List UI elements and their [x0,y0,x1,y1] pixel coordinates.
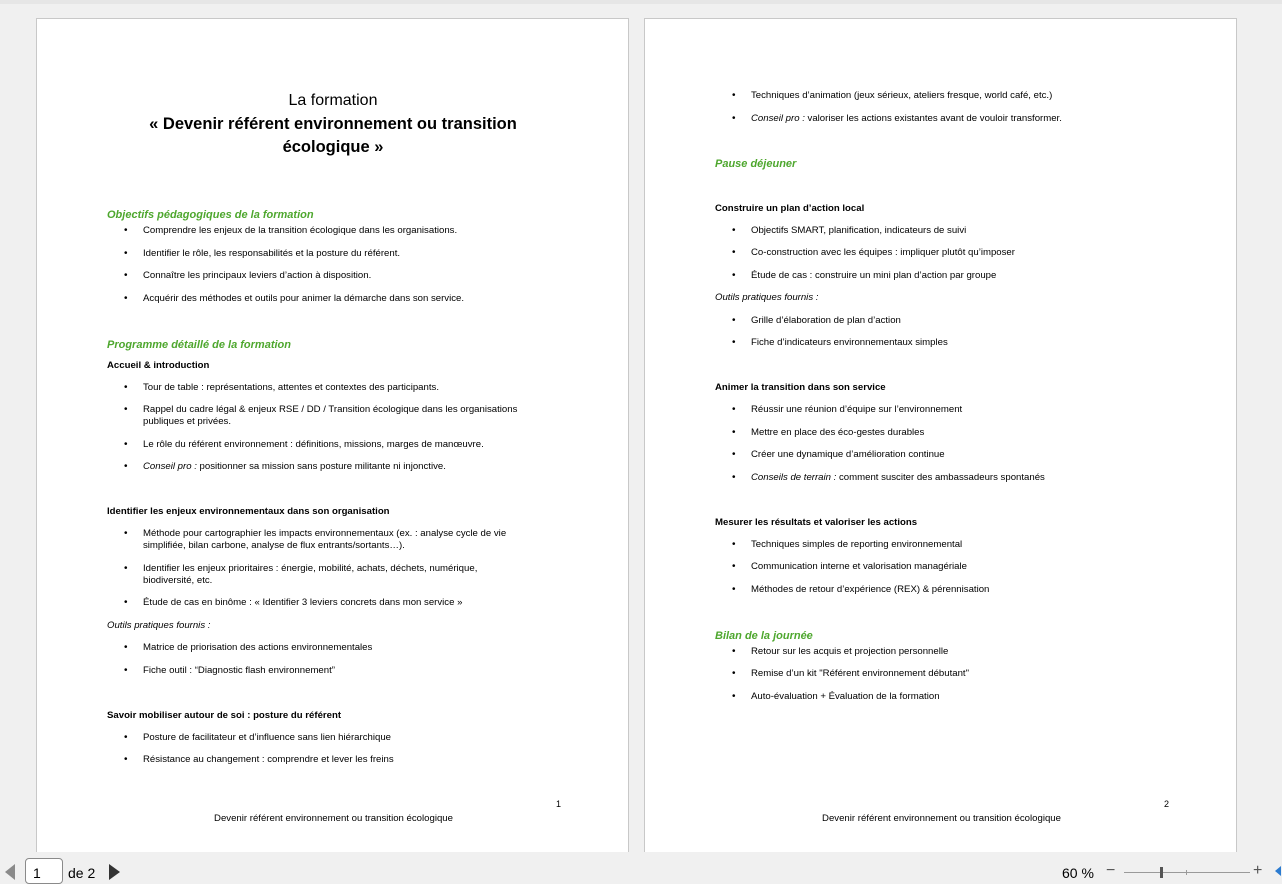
mobiliser-title: Savoir mobiliser autour de soi : posture du référent [107,709,342,721]
tip-text: comment susciter des ambassadeurs spontanés [836,471,1045,483]
bilan-heading: Bilan de la journée [715,629,813,642]
continued-list [715,90,1167,125]
list-item: • Co-construction avec les équipes : impliquer plutôt qu’imposer [715,247,1167,259]
document-viewer[interactable] [0,4,1282,852]
list-item: • Techniques d’animation (jeux sérieux, ateliers fresque, world café, etc.) [715,90,1167,102]
list-item-tip [107,461,559,473]
tip-label: Conseil pro : [751,112,805,124]
list-item: • Fiche outil : “Diagnostic flash environnement” [107,665,559,677]
list-item-tip [715,113,1167,125]
list-item: • Grille d’élaboration de plan d’action [715,315,1167,327]
list-item: • Objectifs SMART, planification, indicateurs de suivi [715,225,1167,237]
tip-text: positionner sa mission sans posture militante ni injonctive. [196,461,446,472]
zoom-slider-center-tick [1186,870,1187,875]
accueil-title: Accueil & introduction [107,359,210,371]
tip-label: Conseil pro : [143,461,197,472]
previous-page-icon[interactable] [5,864,15,880]
page-count-label: de 2 [68,865,96,881]
list-item: • Acquérir des méthodes et outils pour animer la démarche dans son service. [107,293,559,305]
list-item: • Connaître les principaux leviers d’action à disposition. [107,270,559,282]
zoom-slider-track[interactable] [1124,872,1250,873]
list-item: • Matrice de priorisation des actions environnementales [107,642,559,654]
list-item: • Rappel du cadre légal & enjeux RSE / DD / Transition écologique dans les organisations publiques et privées. [107,404,559,428]
list-item: • Posture de facilitateur et d’influence sans lien hiérarchique [107,732,559,744]
page-footer: Devenir référent environnement ou transition écologique [822,813,1061,824]
list-item: • Résistance au changement : comprendre et lever les freins [107,754,559,766]
list-item: • Méthode pour cartographier les impacts environnementaux (ex. : analyse cycle de vie simplifiée, bilan carbone, analyse de flux entrants/sortants…). [107,528,559,552]
plan-list [715,225,1167,282]
next-page-icon[interactable] [109,864,120,880]
enjeux-title: Identifier les enjeux environnementaux dans son organisation [107,506,390,517]
tip-label: Conseils de terrain : [751,471,837,483]
list-item: • Le rôle du référent environnement : définitions, missions, marges de manœuvre. [107,439,559,451]
page-2-content [715,90,1167,703]
list-item: • Fiche d’indicateurs environnementaux simples [715,337,1167,349]
page-number: 1 [556,799,562,809]
collapse-arrow-icon[interactable] [1275,866,1281,876]
tools-list [107,642,559,677]
bilan-list [715,646,1167,703]
mesurer-title: Mesurer les résultats et valoriser les actions [715,516,918,528]
list-item: • Étude de cas : construire un mini plan d’action par groupe [715,270,1167,282]
page-footer: Devenir référent environnement ou transition écologique [214,813,453,824]
doc-title-line1: La formation [288,92,378,109]
mobiliser-list [107,732,559,767]
animer-list [715,404,1167,484]
list-item: • Tour de table : représentations, attentes et contextes des participants. [107,382,559,394]
list-item: • Techniques simples de reporting environnemental [715,539,1167,551]
list-item: • Auto-évaluation + Évaluation de la formation [715,691,1167,703]
list-item: • Étude de cas en binôme : « Identifier 3 leviers concrets dans mon service » [107,597,559,609]
list-item: • Mettre en place des éco-gestes durables [715,427,1167,439]
document-page-1 [36,18,629,858]
objectives-heading: Objectifs pédagogiques de la formation [107,209,314,221]
list-item: • Identifier les enjeux prioritaires : énergie, mobilité, achats, déchets, numérique, biodiversité, etc. [107,563,559,587]
tools-label: Outils pratiques fournis : [715,292,819,303]
objectives-list [107,225,559,305]
accueil-list [107,382,559,474]
status-bar [0,852,1282,882]
zoom-out-icon[interactable]: − [1106,862,1116,879]
list-item: • Identifier le rôle, les responsabilités et la posture du référent. [107,248,559,260]
list-item: • Méthodes de retour d’expérience (REX) & pérennisation [715,584,1167,596]
list-item: • Réussir une réunion d’équipe sur l’environnement [715,404,1167,416]
animer-title: Animer la transition dans son service [715,382,886,393]
mesurer-list [715,539,1167,596]
tools-label: Outils pratiques fournis : [107,619,211,631]
document-page-2 [644,18,1237,858]
page-number-input[interactable]: 1 [25,858,63,884]
list-item: • Comprendre les enjeux de la transition écologique dans les organisations. [107,225,559,237]
tip-text: valoriser les actions existantes avant de vouloir transformer. [804,112,1062,124]
plan-title: Construire un plan d’action local [715,202,865,214]
page-number: 2 [1164,799,1170,809]
enjeux-list [107,528,559,609]
doc-title-line2: « Devenir référent environnement ou transition écologique » [149,115,517,156]
programme-heading: Programme détaillé de la formation [107,338,291,351]
list-item-tip [715,472,1167,484]
list-item: • Communication interne et valorisation managériale [715,561,1167,573]
zoom-in-icon[interactable]: + [1253,862,1263,879]
list-item: • Remise d’un kit "Référent environnement débutant" [715,668,1167,680]
zoom-percentage[interactable]: 60 % [1062,865,1094,881]
tools-list [715,315,1167,350]
list-item: • Retour sur les acquis et projection personnelle [715,646,1167,658]
zoom-slider-thumb[interactable] [1160,867,1163,878]
page-1-content [107,91,559,766]
pause-heading: Pause déjeuner [715,157,797,170]
list-item: • Créer une dynamique d’amélioration continue [715,449,1167,461]
